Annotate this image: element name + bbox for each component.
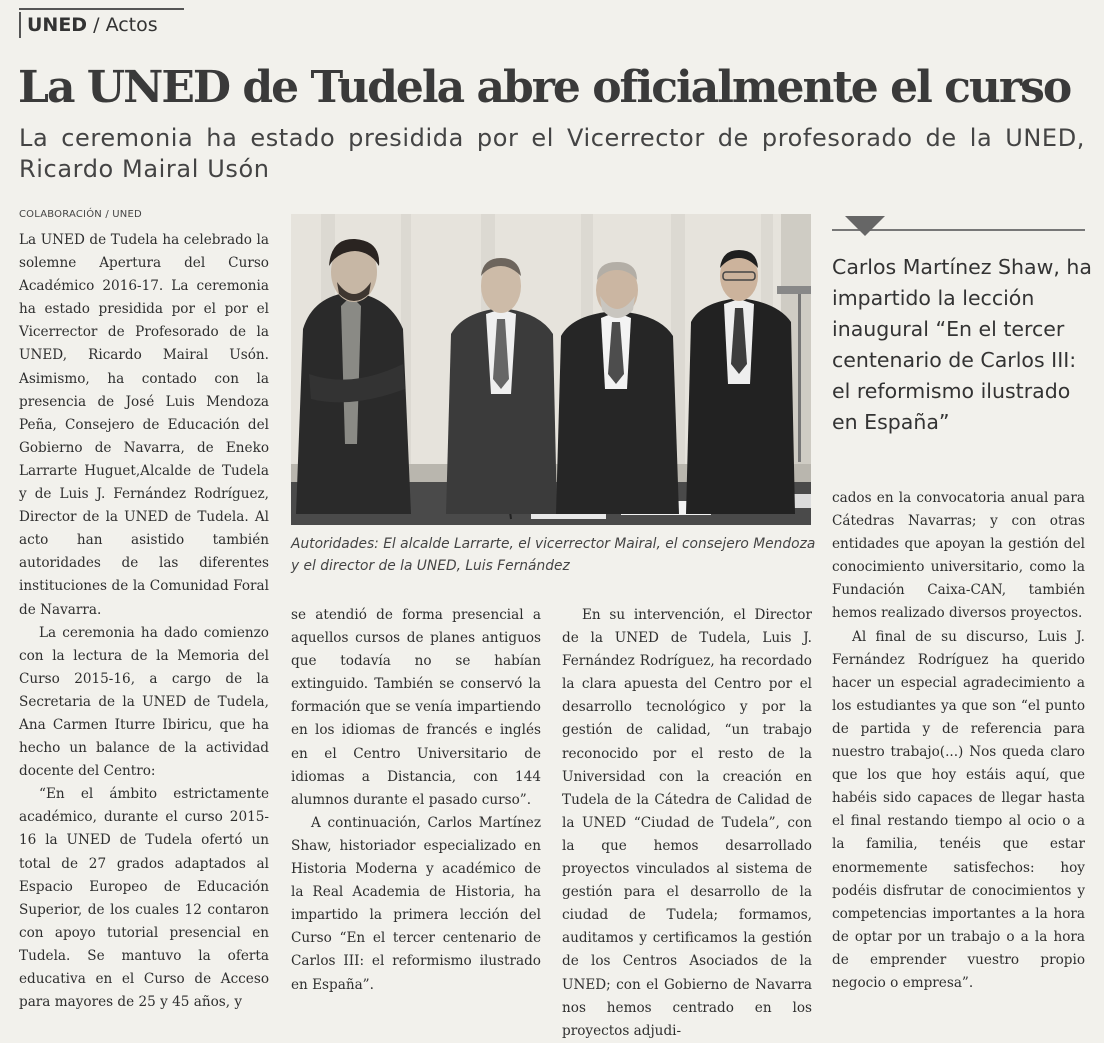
article-column-3 xyxy=(562,604,812,1043)
pull-quote-arrow-icon xyxy=(845,216,885,236)
section-subname: / Actos xyxy=(87,14,158,36)
subtitle: La ceremonia ha estado presidida por el Vicerrector de profesorado de la UNED, Ricardo Mairal Usón xyxy=(19,124,1085,183)
news-photo xyxy=(291,214,811,525)
paragraph: se atendió de forma presencial a aquellos cursos de planes antiguos que todavía no se habían extinguido. También se conservó la formación que se venía impartiendo en los idiomas de francés e inglés en el Centro Universitario de idiomas a Distancia, con 144 alumnos durante el pasado curso”. xyxy=(291,607,541,808)
header-rule xyxy=(19,8,184,10)
article-column-4 xyxy=(832,487,1085,995)
byline: COLABORACIÓN / UNED xyxy=(19,209,142,220)
paragraph: La ceremonia ha dado comienzo con la lectura de la Memoria del Curso 2015-16, a cargo de la Secretaria de la UNED de Tudela, Ana Carmen Iturre Ibiricu, que ha hecho un balance de la actividad docente del Centro: xyxy=(19,624,269,780)
paragraph: A continuación, Carlos Martínez Shaw, historiador especializado en Historia Moderna y académico de la Real Academia de Historia, ha impartido la primera lección del Curso “En el tercer centenario de Carlos III: el reformismo ilustrado en España”. xyxy=(291,814,541,993)
headline: La UNED de Tudela abre oficialmente el curso xyxy=(18,62,1071,113)
article-column-2 xyxy=(291,604,541,997)
paragraph: La UNED de Tudela ha celebrado la solemne Apertura del Curso Académico 2016-17. La ceremonia ha estado presidida por el por el Vicerrector de Profesorado de la UNED, Ricardo Mairal Usón. Asimismo, ha contado con la presencia de José Luis Mendoza Peña, Consejero de Educación del Gobierno de Navarra, de Eneko Larrarte Huguet,Alcalde de Tudela y de Luis J. Fernández Rodríguez, Director de la UNED de Tudela. Al acto han asistido también autoridades de las diferentes instituciones de la Comunidad Foral de Navarra. xyxy=(19,232,269,618)
photo-illustration xyxy=(291,214,811,525)
paragraph: En su intervención, el Director de la UNED de Tudela, Luis J. Fernández Rodríguez, ha recordado la clara apuesta del Centro por el desarrollo tecnológico y por la gestión de calidad, “un trabajo reconocido por el resto de la Universidad con la creación en Tudela de la Cátedra de Calidad de la UNED “Ciudad de Tudela”, con la que hemos desarrollado proyectos vinculados al sistema de gestión para el desarrollo de la ciudad de Tudela; formamos, auditamos y certificamos la gestión de los Centros Asociados de la UNED; con el Gobierno de Navarra nos hemos centrado en los proyectos adjudi- xyxy=(562,607,812,1039)
paragraph: “En el ámbito estrictamente académico, durante el curso 2015-16 la UNED de Tudela ofertó un total de 27 grados adaptados al Espacio Europeo de Educación Superior, de los cuales 12 contaron con apoyo tutorial presencial en Tudela. Se mantuvo la oferta educativa en el Curso de Acceso para mayores de 25 y 45 años, y xyxy=(19,786,269,1011)
paragraph: Al final de su discurso, Luis J. Fernández Rodríguez ha querido hacer un especial agradecimiento a los estudiantes ya que son “el punto de partida y de referencia para nuestro trabajo(...) Nos queda claro que los que hoy estáis aquí, que habéis sido capaces de llegar hasta el final restando tiempo al ocio o a la familia, tenéis que estar enormemente satisfechos: hoy podéis disfrutar de conocimientos y competencias importantes a la hora de optar por un trabajo o a la hora de emprender vuestro propio negocio o empresa”. xyxy=(832,628,1085,991)
paragraph: cados en la convocatoria anual para Cátedras Navarras; y con otras entidades que apoyan la gestión del conocimiento universitario, como la Fundación Caixa-CAN, también hemos realizado diversos proyectos. xyxy=(832,490,1085,622)
article-column-1 xyxy=(19,229,269,1014)
photo-caption: Autoridades: El alcalde Larrarte, el vicerrector Mairal, el consejero Mendoza y el director de la UNED, Luis Fernández xyxy=(291,536,816,574)
pull-quote: Carlos Martínez Shaw, ha impartido la lección inaugural “En el tercer centenario de Carlos III: el reformismo ilustrado en España” xyxy=(832,255,1092,434)
section-label xyxy=(19,12,158,38)
section-name: UNED xyxy=(27,14,88,36)
